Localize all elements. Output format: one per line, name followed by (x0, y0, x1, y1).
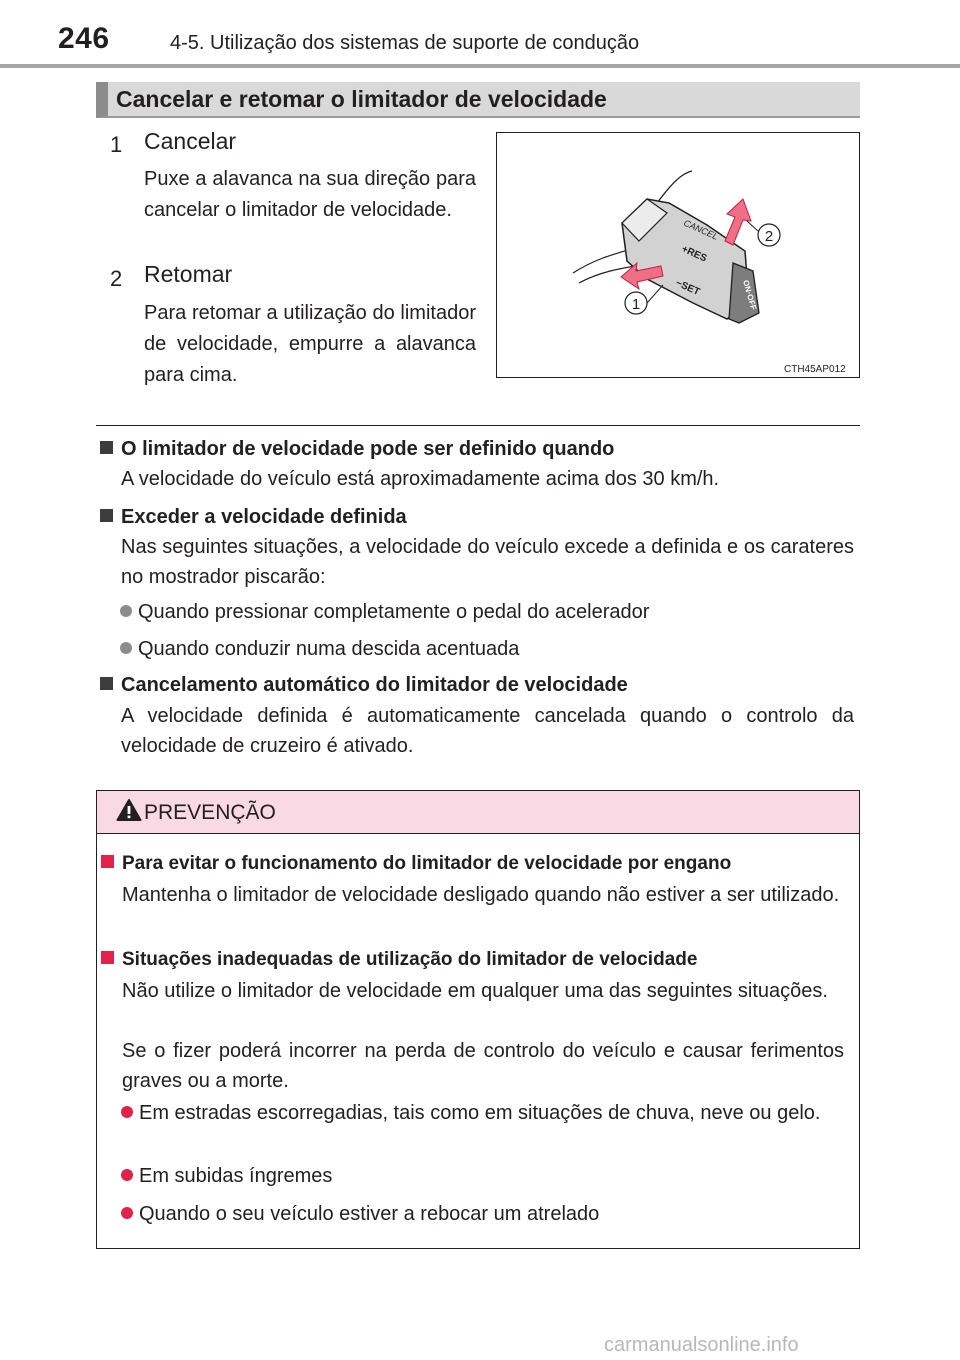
figure-code: CTH45AP012 (784, 364, 846, 375)
lever-diagram (497, 133, 859, 377)
round-bullet-icon (120, 642, 132, 654)
callout-1-leader (647, 285, 663, 303)
step-text-resume: Para retomar a utilização do limitador de velocidade, empurre a alavanca para cima. (144, 302, 476, 386)
callout-1-number: 1 (631, 296, 641, 313)
round-bullet-icon (121, 1106, 133, 1118)
callout-2-number: 2 (764, 228, 774, 245)
round-bullet-icon (121, 1207, 133, 1219)
warning-title: PREVENÇÃO (144, 801, 276, 824)
step-number-1: 1 (110, 132, 123, 157)
warning-bullet-1 (121, 1098, 875, 1128)
warning-bullet-3 (121, 1199, 599, 1229)
callout-2-leader (747, 221, 758, 231)
warning-bullet-2-text: Em subidas íngremes (139, 1165, 333, 1187)
note-heading-1 (100, 438, 614, 461)
section-divider (96, 425, 860, 426)
square-bullet-icon (101, 951, 114, 964)
note-text-2: Nas seguintes situações, a velocidade do veículo excede a definida e os carateres no mostrador piscarão: (121, 536, 854, 588)
chapter-title: 4-5. Utilização dos sistemas de suporte de condução (170, 32, 640, 54)
lever-label-set: −SET (673, 277, 702, 299)
warning-bullet-1-text: Em estradas escorregadias, tais como em situações de chuva, neve ou gelo. (139, 1102, 821, 1124)
watermark: carmanualsonline.info (604, 1334, 799, 1356)
note-bullet-1 (120, 597, 649, 627)
warning-text-2b: Se o fizer poderá incorrer na perda de controlo do veículo e causar ferimentos graves ou a morte. (122, 1040, 844, 1092)
warning-triangle-icon (116, 798, 142, 822)
warning-text-2a: Não utilize o limitador de velocidade em qualquer uma das seguintes situações. (122, 980, 828, 1002)
note-bullet-2 (120, 634, 519, 664)
note-heading-3 (100, 674, 628, 697)
note-bullet-2-text: Quando conduzir numa descida acentuada (138, 638, 520, 660)
lever-label-res: +RES (679, 243, 709, 265)
square-bullet-icon (100, 441, 113, 454)
step-heading-cancel: Cancelar (144, 128, 237, 154)
step-text-cancel: Puxe a alavanca na sua direção para cancelar o limitador de velocidade. (144, 168, 476, 221)
note-heading-2 (100, 506, 407, 529)
warning-text-1: Mantenha o limitador de velocidade desligado quando não estiver a ser utilizado. (122, 884, 840, 906)
square-bullet-icon (101, 855, 114, 868)
square-bullet-icon (100, 509, 113, 522)
round-bullet-icon (120, 605, 132, 617)
note-heading-2-text: Exceder a velocidade definida (121, 506, 407, 528)
lever-label-cancel: CANCEL (682, 217, 720, 242)
note-heading-3-text: Cancelamento automático do limitador de velocidade (121, 674, 628, 696)
warning-heading-1-text: Para evitar o funcionamento do limitador de velocidade por engano (122, 853, 732, 874)
square-bullet-icon (100, 677, 113, 690)
warning-bullet-3-text: Quando o seu veículo estiver a rebocar um atrelado (139, 1203, 600, 1225)
page-number: 246 (58, 22, 110, 55)
warning-heading-1 (101, 853, 731, 875)
note-bullet-1-text: Quando pressionar completamente o pedal do acelerador (138, 601, 650, 623)
lever-illustration (496, 132, 860, 378)
push-arrow (725, 199, 751, 245)
note-text-1: A velocidade do veículo está aproximadamente acima dos 30 km/h. (121, 468, 720, 490)
note-heading-1-text: O limitador de velocidade pode ser definido quando (121, 438, 615, 460)
warning-heading-2 (101, 949, 697, 971)
section-title: Cancelar e retomar o limitador de velocidade (116, 86, 607, 112)
round-bullet-icon (121, 1169, 133, 1181)
step-heading-resume: Retomar (144, 261, 233, 287)
note-text-3: A velocidade definida é automaticamente cancelada quando o controlo da velocidade de cruzeiro é ativado. (121, 705, 854, 757)
warning-bullet-2 (121, 1161, 332, 1191)
lever-label-onoff: ON·OFF (741, 279, 759, 312)
step-number-2: 2 (110, 266, 123, 291)
header-rule (0, 64, 960, 68)
warning-heading-2-text: Situações inadequadas de utilização do limitador de velocidade (122, 949, 698, 970)
